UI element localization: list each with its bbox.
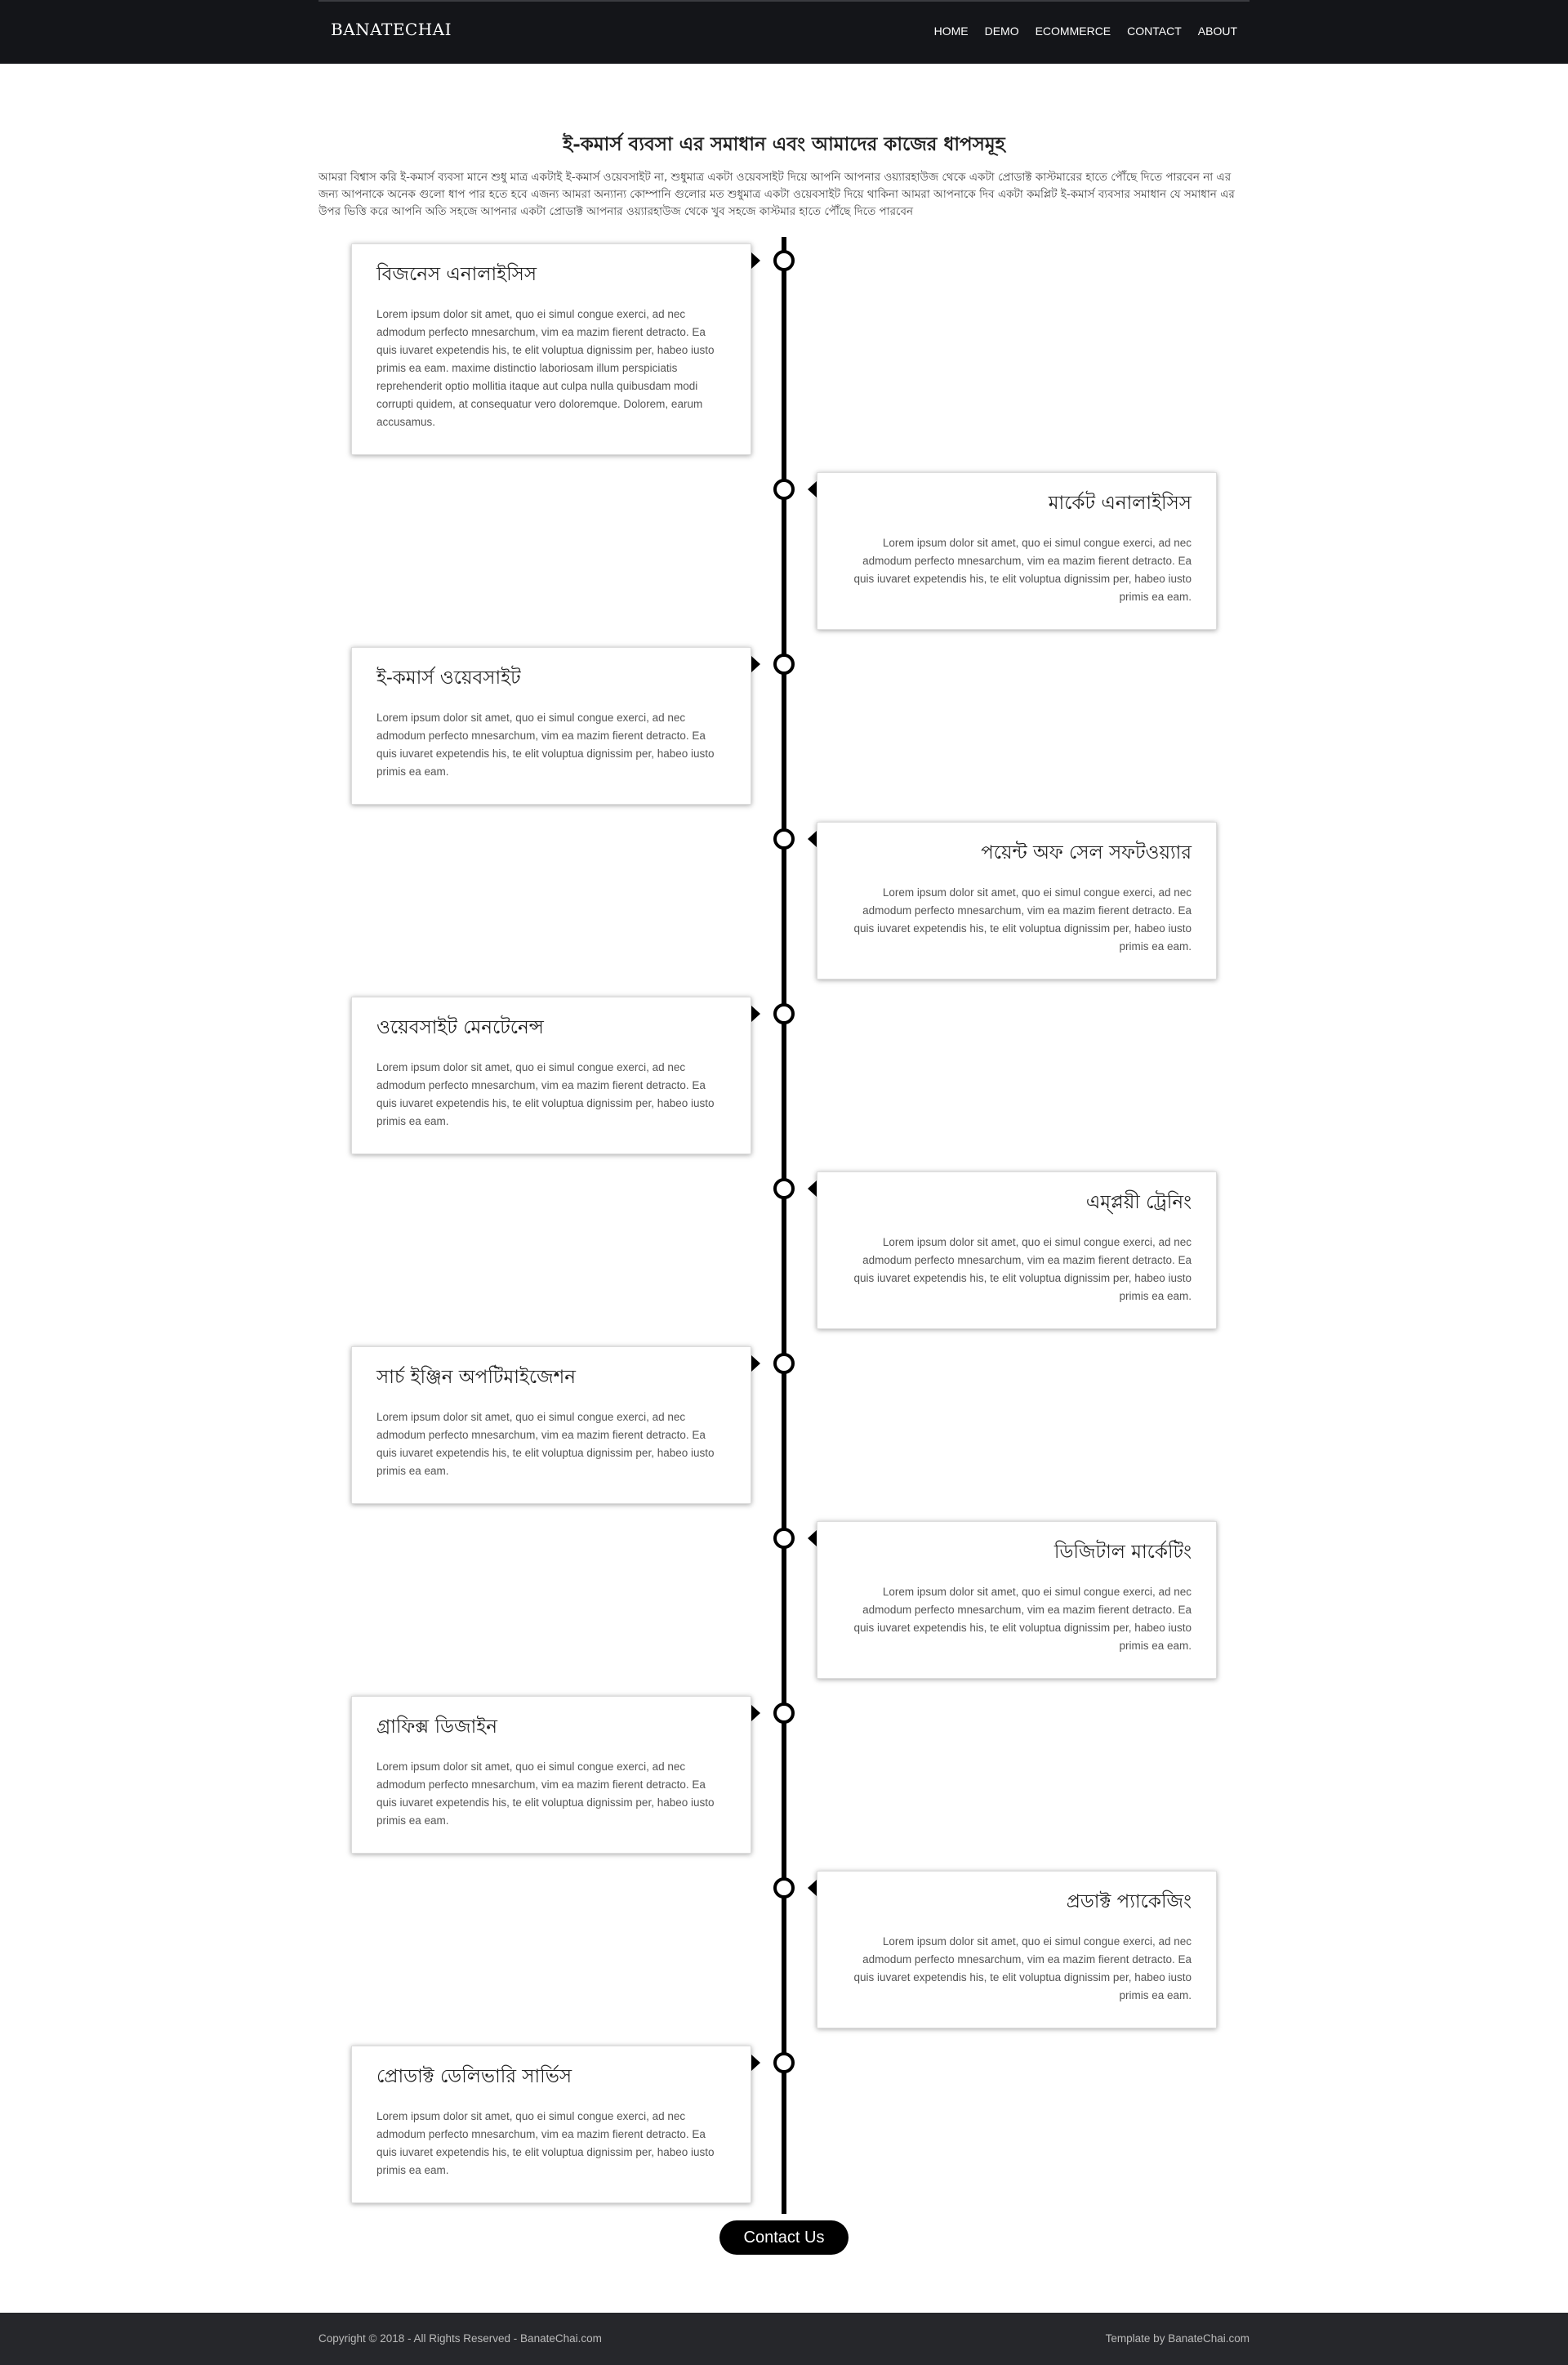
timeline-pointer: [751, 656, 760, 672]
nav-link-ecommerce[interactable]: ECOMMERCE: [1035, 25, 1111, 38]
timeline-card-text: Lorem ipsum dolor sit amet, quo ei simul congue exerci, ad nec admodum perfecto mnesarchum, vim ea mazim fierent detracto. Ea quis iuvaret expetendis his, te elit voluptua dignissim per, habeo iusto primis ea eam.: [376, 1760, 715, 1827]
timeline-pointer: [751, 252, 760, 269]
page-title: ই-কমার্স ব্যবসা এর সমাধান এবং আমাদের কাজের ধাপসমূহ: [563, 133, 1005, 155]
timeline-pointer: [808, 1530, 817, 1546]
timeline-card-title: ওয়েবসাইট মেনটেনেন্স: [376, 1017, 544, 1038]
footer-template-credit[interactable]: Template by BanateChai.com: [1105, 2332, 1250, 2345]
timeline-card-title: প্রডাক্ট প্যাকেজিং: [1066, 1891, 1192, 1912]
timeline-card-title: মার্কেট এনালাইসিস: [1048, 493, 1192, 514]
timeline-pointer: [751, 1006, 760, 1022]
nav-link-home[interactable]: HOME: [933, 25, 969, 38]
timeline-card-text: Lorem ipsum dolor sit amet, quo ei simul congue exerci, ad nec admodum perfecto mnesarchum, vim ea mazim fierent detracto. Ea quis iuvaret expetendis his, te elit voluptua dignissim per, habeo iusto primis ea eam.: [853, 1935, 1192, 2001]
timeline-card-title: সার্চ ইঞ্জিন অপটিমাইজেশন: [376, 1367, 577, 1388]
timeline-card-title: ই-কমার্স ওয়েবসাইট: [376, 667, 521, 689]
timeline-card: [817, 1871, 1217, 2028]
timeline-node: [773, 479, 795, 500]
timeline-node: [773, 1877, 795, 1899]
navbar: [0, 0, 1568, 64]
timeline-card-text: Lorem ipsum dolor sit amet, quo ei simul congue exerci, ad nec admodum perfecto mnesarchum, vim ea mazim fierent detracto. Ea quis iuvaret expetendis his, te elit voluptua dignissim per, habeo iusto primis ea eam.: [376, 1061, 715, 1127]
footer-copyright: Copyright © 2018 - All Rights Reserved - BanateChai.com: [318, 2332, 602, 2345]
timeline-pointer: [808, 831, 817, 847]
timeline-card-text: Lorem ipsum dolor sit amet, quo ei simul congue exerci, ad nec admodum perfecto mnesarchum, vim ea mazim fierent detracto. Ea quis iuvaret expetendis his, te elit voluptua dignissim per, habeo iusto primis ea eam.: [376, 2110, 715, 2176]
nav-link-demo[interactable]: DEMO: [984, 25, 1019, 38]
nav-link-about[interactable]: ABOUT: [1197, 25, 1237, 38]
nav-link-contact[interactable]: CONTACT: [1127, 25, 1182, 38]
timeline-node: [773, 1528, 795, 1549]
timeline-card-title: ডিজিটাল মার্কেটিং: [1054, 1542, 1192, 1563]
timeline-card-text: Lorem ipsum dolor sit amet, quo ei simul congue exerci, ad nec admodum perfecto mnesarchum, vim ea mazim fierent detracto. Ea quis iuvaret expetendis his, te elit voluptua dignissim per, habeo iusto primis ea eam.: [853, 537, 1192, 603]
timeline-card-text: Lorem ipsum dolor sit amet, quo ei simul congue exerci, ad nec admodum perfecto mnesarchum, vim ea mazim fierent detracto. Ea quis iuvaret expetendis his, te elit voluptua dignissim per, habeo iusto primis ea eam. maxime distinctio laboriosam illum perspiciatis reprehenderit optio mollitia itaque aut culpa nulla quibusdam modi corrupti quidem, at consequatur vero doloremque. Dolorem, earum accusamus.: [376, 308, 715, 428]
timeline-pointer: [751, 2055, 760, 2071]
footer: [0, 2313, 1568, 2365]
timeline-card-text: Lorem ipsum dolor sit amet, quo ei simul congue exerci, ad nec admodum perfecto mnesarchum, vim ea mazim fierent detracto. Ea quis iuvaret expetendis his, te elit voluptua dignissim per, habeo iusto primis ea eam.: [853, 1586, 1192, 1652]
timeline-card: [351, 997, 751, 1154]
timeline-card: [351, 647, 751, 805]
timeline-card: [817, 1521, 1217, 1679]
timeline-node: [773, 1003, 795, 1024]
timeline-line: [782, 237, 786, 2214]
timeline-node: [773, 828, 795, 850]
timeline-card: [817, 472, 1217, 630]
timeline-card: [817, 822, 1217, 979]
timeline-card: [351, 2046, 751, 2203]
timeline-pointer: [808, 1180, 817, 1197]
main-nav: [934, 25, 1237, 38]
timeline-node: [773, 654, 795, 675]
timeline-node: [773, 1178, 795, 1199]
timeline-card-text: Lorem ipsum dolor sit amet, quo ei simul congue exerci, ad nec admodum perfecto mnesarchum, vim ea mazim fierent detracto. Ea quis iuvaret expetendis his, te elit voluptua dignissim per, habeo iusto primis ea eam.: [853, 1236, 1192, 1302]
timeline-card-title: বিজনেস এনালাইসিস: [376, 264, 537, 285]
timeline-node: [773, 250, 795, 271]
timeline-card-text: Lorem ipsum dolor sit amet, quo ei simul congue exerci, ad nec admodum perfecto mnesarchum, vim ea mazim fierent detracto. Ea quis iuvaret expetendis his, te elit voluptua dignissim per, habeo iusto primis ea eam.: [376, 1411, 715, 1477]
timeline-pointer: [808, 1880, 817, 1896]
timeline-card-title: এম্প্লয়ী ট্রেনিং: [1085, 1192, 1192, 1213]
timeline-card-text: Lorem ipsum dolor sit amet, quo ei simul congue exerci, ad nec admodum perfecto mnesarchum, vim ea mazim fierent detracto. Ea quis iuvaret expetendis his, te elit voluptua dignissim per, habeo iusto primis ea eam.: [376, 712, 715, 778]
timeline-node: [773, 1353, 795, 1374]
contact-us-button[interactable]: Contact Us: [719, 2220, 849, 2255]
brand-logo[interactable]: BANATECHAI: [331, 20, 452, 39]
navbar-top-divider: [318, 0, 1250, 2]
timeline-card-title: গ্রাফিক্স ডিজাইন: [376, 1716, 497, 1738]
timeline-pointer: [751, 1705, 760, 1721]
timeline-card: [817, 1171, 1217, 1329]
timeline-node: [773, 2052, 795, 2073]
timeline-card-text: Lorem ipsum dolor sit amet, quo ei simul congue exerci, ad nec admodum perfecto mnesarchum, vim ea mazim fierent detracto. Ea quis iuvaret expetendis his, te elit voluptua dignissim per, habeo iusto primis ea eam.: [853, 886, 1192, 953]
timeline-pointer: [751, 1355, 760, 1372]
timeline-card: [351, 1696, 751, 1854]
timeline-card-title: প্রোডাক্ট ডেলিভারি সার্ভিস: [376, 2066, 572, 2087]
timeline-node: [773, 1702, 795, 1724]
timeline-pointer: [808, 481, 817, 498]
timeline-card: [351, 243, 751, 455]
timeline-card: [351, 1346, 751, 1504]
timeline-card-title: পয়েন্ট অফ সেল সফটওয়্যার: [981, 842, 1192, 863]
intro-paragraph: আমরা বিশ্বাস করি ই-কমার্স ব্যবসা মানে শুধু মাত্র একটাই ই-কমার্স ওয়েবসাইট না, শুধুমাত্র একটা ওয়েবসাইট দিয়ে আপনি আপনার ওয়্যারহাউজ থেকে একটা প্রোডাক্ট কাস্টমারের হাতে পৌঁছে দিতে পারবেন না এর জন্য আপনাকে অনেক গুলো ধাপ পার হতে হবে এজন্য আমরা অন্যান্য কোম্পানি গুলোর মত শুধুমাত্র একটা ওয়েবসাইট দিয়ে থাকিনা আমরা আপনাকে দিব একটা কমপ্লিট ই-কমার্স ব্যবসার সমাধান যে সমাধান এর উপর ভিত্তি করে আপনি অতি সহজে আপনার একটা প্রোডাক্ট আপনার ওয়্যারহাউজ থেকে খুব সহজে কাস্টমার হাতে পৌঁছে দিতে পারবেন: [318, 171, 1235, 218]
